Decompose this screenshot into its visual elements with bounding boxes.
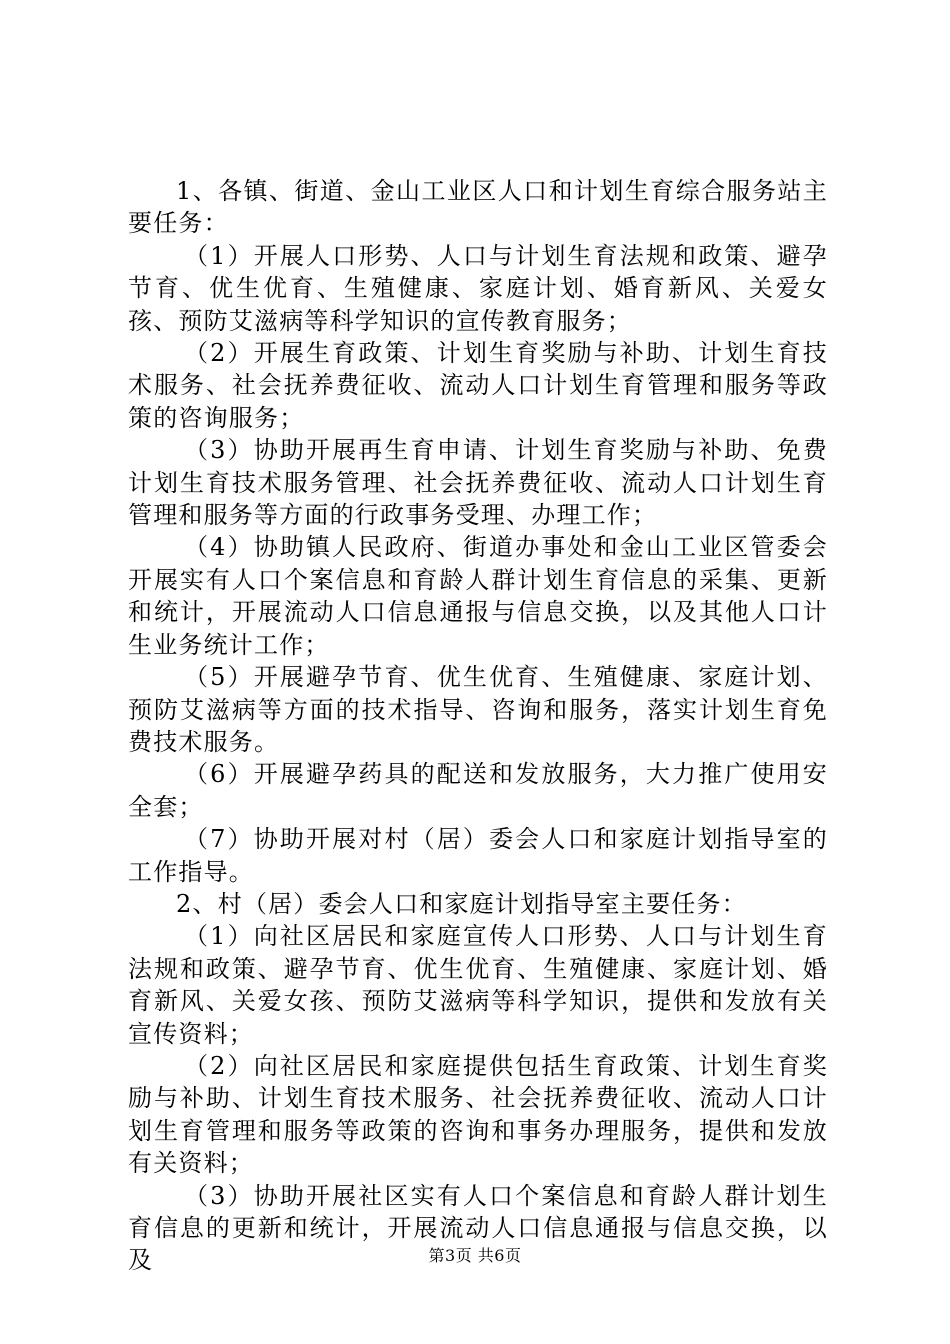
- list-item-2-3: （3）协助开展社区实有人口个案信息和育龄人群计划生育信息的更新和统计，开展流动人口信息通报与信息交换，以及: [128, 1181, 828, 1275]
- list-item-1-7: （7）协助开展对村（居）委会人口和家庭计划指导室的工作指导。: [128, 825, 828, 886]
- page-footer: [0, 1246, 950, 1266]
- list-item-1-1: （1）开展人口形势、人口与计划生育法规和政策、避孕节育、优生优育、生殖健康、家庭计划、婚育新风、关爱女孩、预防艾滋病等科学知识的宣传教育服务；: [128, 241, 828, 335]
- list-item-2-1: （1）向社区居民和家庭宣传人口形势、人口与计划生育法规和政策、避孕节育、优生优育、生殖健康、家庭计划、婚育新风、关爱女孩、预防艾滋病等科学知识，提供和发放有关宣传资料；: [128, 922, 828, 1048]
- list-item-1-3: （3）协助开展再生育申请、计划生育奖励与补助、免费计划生育技术服务管理、社会抚养费征收、流动人口计划生育管理和服务等方面的行政事务受理、办理工作；: [128, 436, 828, 530]
- section-heading-1: 1、各镇、街道、金山工业区人口和计划生育综合服务站主要任务：: [128, 177, 828, 238]
- page-number: 第3页 共6页: [428, 1246, 522, 1265]
- list-item-1-6: （6）开展避孕药具的配送和发放服务，大力推广使用安全套；: [128, 760, 828, 821]
- section-heading-2: 2、村（居）委会人口和家庭计划指导室主要任务：: [176, 889, 747, 918]
- list-item-1-4: （4）协助镇人民政府、街道办事处和金山工业区管委会开展实有人口个案信息和育龄人群计划生育信息的采集、更新和统计，开展流动人口信息通报与信息交换，以及其他人口计生业务统计工作；: [128, 533, 828, 659]
- list-item-1-2: （2）开展生育政策、计划生育奖励与补助、计划生育技术服务、社会抚养费征收、流动人口计划生育管理和服务等政策的咨询服务；: [128, 339, 828, 432]
- list-item-1-5: （5）开展避孕节育、优生优育、生殖健康、家庭计划、预防艾滋病等方面的技术指导、咨询和服务，落实计划生育免费技术服务。: [128, 663, 828, 756]
- document-body: [128, 175, 828, 1277]
- list-item-2-2: （2）向社区居民和家庭提供包括生育政策、计划生育奖励与补助、计划生育技术服务、社会抚养费征收、流动人口计划生育管理和服务等政策的咨询和事务办理服务，提供和发放有关资料；: [128, 1051, 828, 1178]
